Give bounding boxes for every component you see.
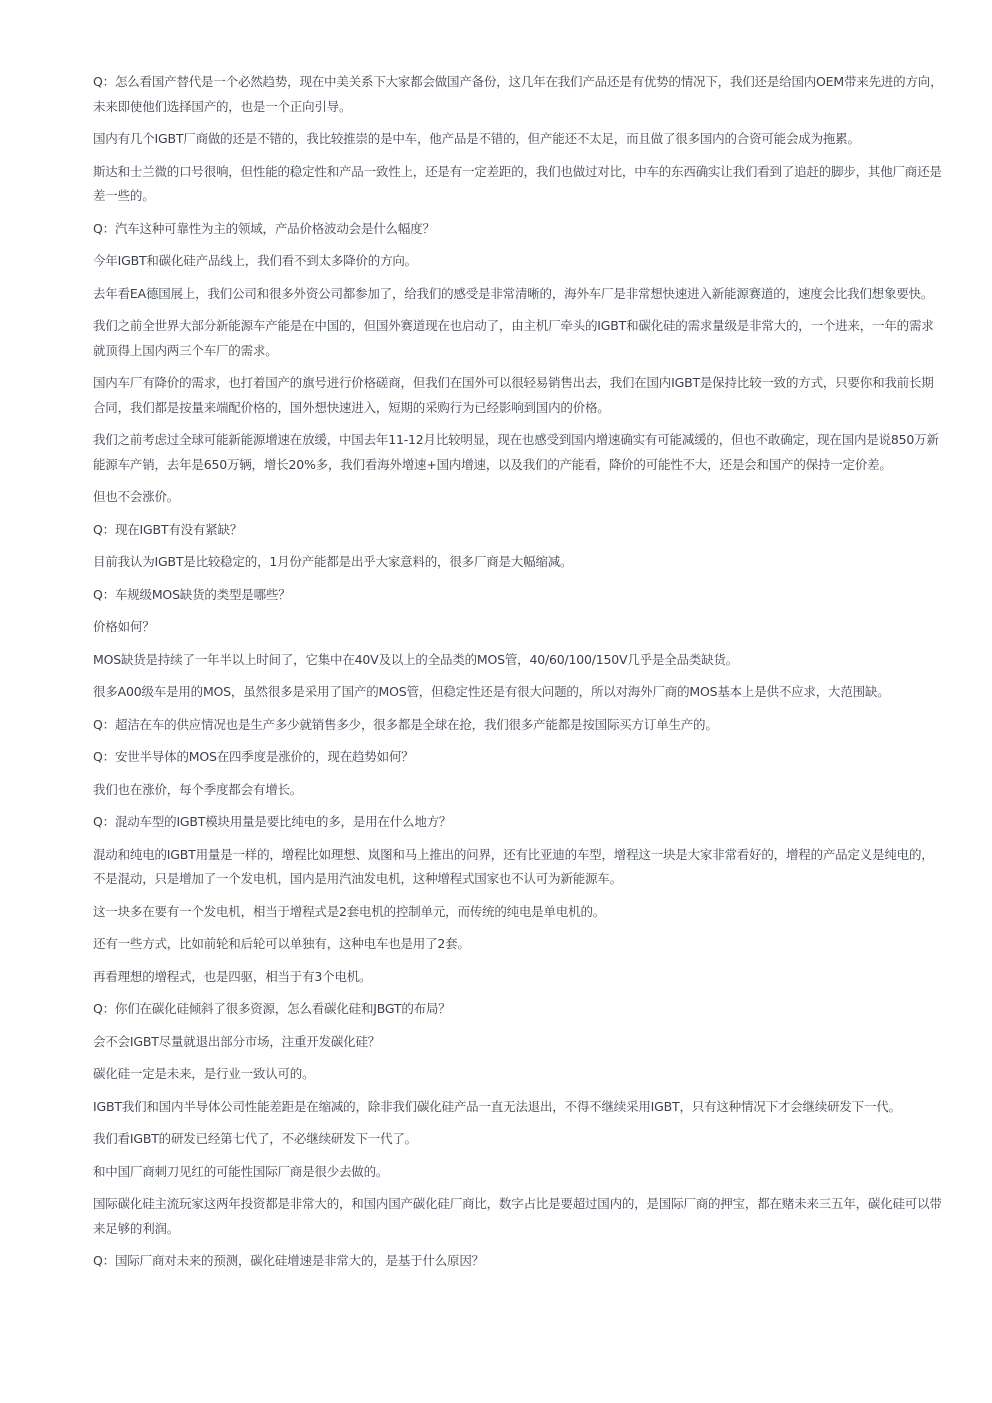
question-paragraph: Q：混动车型的IGBT模块用量是要比纯电的多，是用在什么地方？ — [93, 814, 452, 829]
answer-paragraph: 很多A00级车是用的MOS，虽然很多是采用了国产的MOS管，但稳定性还是有很大问题的，所以对海外厂商的MOS基本上是供不应求，大范围缺。 — [93, 684, 890, 699]
answer-paragraph: 我们之前全世界大部分新能源车产能是在中国的，但国外赛道现在也启动了，由主机厂牵头的IGBT和碳化硅的需求量级是非常大的，一个进来，一年的需求就顶得上国内两三个车厂的需求。 — [93, 318, 934, 358]
answer-paragraph: 还有一些方式，比如前轮和后轮可以单独有，这种电车也是用了2套。 — [93, 936, 470, 951]
answer-paragraph: MOS缺货是持续了一年半以上时间了，它集中在40V及以上的全品类的MOS管，40/60/100/150V几乎是全品类缺货。 — [93, 651, 739, 667]
answer-paragraph: 国内有几个IGBT厂商做的还是不错的，我比较推崇的是中车，他产品是不错的，但产能还不太足，而且做了很多国内的合资可能会成为拖累。 — [93, 131, 860, 146]
question-paragraph: Q：你们在碳化硅倾斜了很多资源，怎么看碳化硅和JBGT的布局？ — [93, 1001, 451, 1016]
answer-paragraph: 我们之前考虑过全球可能新能源增速在放缓，中国去年11-12月比较明显，现在也感受到国内增速确实有可能减缓的，但也不敢确定，现在国内是说850万新能源车产销，去年是650万辆，增长20%多，我们看海外增速+国内增速，以及我们的产能看，降价的可能性不大，还是会和国产的保持一定价差。 — [93, 432, 939, 472]
answer-paragraph: 价格如何？ — [93, 619, 155, 634]
question-paragraph: Q：国际厂商对未来的预测，碳化硅增速是非常大的，是基于什么原因？ — [93, 1253, 484, 1268]
answer-paragraph: 我们也在涨价，每个季度都会有增长。 — [93, 781, 303, 797]
question-paragraph: Q：车规级MOS缺货的类型是哪些？ — [93, 586, 291, 602]
question-paragraph: Q：现在IGBT有没有紧缺？ — [93, 521, 243, 537]
answer-paragraph: 这一块多在要有一个发电机，相当于增程式是2套电机的控制单元，而传统的纯电是单电机的。 — [93, 903, 606, 919]
answer-paragraph: 但也不会涨价。 — [93, 489, 180, 504]
question-paragraph: Q：怎么看国产替代是一个必然趋势，现在中美关系下大家都会做国产备份，这几年在我们产品还是有优势的情况下，我们还是给国内OEM带来先进的方向，未来即使他们选择国产的，也是一个正向引导。 — [93, 74, 943, 114]
question-paragraph: Q：安世半导体的MOS在四季度是涨价的，现在趋势如何？ — [93, 749, 414, 764]
answer-paragraph: 和中国厂商刺刀见红的可能性国际厂商是很少去做的。 — [93, 1163, 389, 1179]
answer-paragraph: 国际碳化硅主流玩家这两年投资都是非常大的，和国内国产碳化硅厂商比，数字占比是要超过国内的，是国际厂商的押宝，都在赌未来三五年，碳化硅可以带来足够的利润。 — [93, 1196, 942, 1236]
answer-paragraph: 再看理想的增程式，也是四驱，相当于有3个电机。 — [93, 968, 372, 984]
answer-paragraph: 混动和纯电的IGBT用量是一样的，增程比如理想、岚图和马上推出的问界，还有比亚迪的车型，增程这一块是大家非常看好的，增程的产品定义是纯电的，不是混动，只是增加了一个发电机，国内是用汽油发电机，这种增程式国家也不认可为新能源车。 — [93, 846, 934, 886]
answer-paragraph: 碳化硅一定是未来，是行业一致认可的。 — [93, 1066, 315, 1081]
answer-paragraph: IGBT我们和国内半导体公司性能差距是在缩减的，除非我们碳化硅产品一直无法退出，不得不继续采用IGBT，只有这种情况下才会继续研发下一代。 — [93, 1098, 901, 1114]
answer-paragraph: 目前我认为IGBT是比较稳定的，1月份产能都是出乎大家意料的，很多厂商是大幅缩减。 — [93, 554, 573, 569]
answer-paragraph: 去年看EA德国展上，我们公司和很多外资公司都参加了，给我们的感受是非常清晰的，海外车厂是非常想快速进入新能源赛道的，速度会比我们想象要快。 — [93, 285, 934, 301]
answer-paragraph: 今年IGBT和碳化硅产品线上，我们看不到太多降价的方向。 — [93, 253, 417, 268]
answer-paragraph: 斯达和士兰微的口号很响，但性能的稳定性和产品一致性上，还是有一定差距的，我们也做过对比，中车的东西确实让我们看到了追赶的脚步，其他厂商还是差一些的。 — [93, 163, 942, 203]
question-paragraph: Q：超洁在车的供应情况也是生产多少就销售多少，很多都是全球在抢，我们很多产能都是按国际买方订单生产的。 — [93, 716, 718, 732]
answer-paragraph: 国内车厂有降价的需求，也打着国产的旗号进行价格磋商，但我们在国外可以很轻易销售出去，我们在国内IGBT是保持比较一致的方式，只要你和我前长期合同，我们都是按量来端配价格的，国外想快速进入，短期的采购行为已经影响到国内的价格。 — [93, 375, 934, 415]
question-paragraph: Q：汽车这种可靠性为主的领域，产品价格波动会是什么幅度？ — [93, 220, 435, 236]
document-body — [93, 70, 945, 1282]
answer-paragraph: 会不会IGBT尽量就退出部分市场，注重开发碳化硅？ — [93, 1033, 381, 1049]
answer-paragraph: 我们看IGBT的研发已经第七代了，不必继续研发下一代了。 — [93, 1131, 417, 1146]
